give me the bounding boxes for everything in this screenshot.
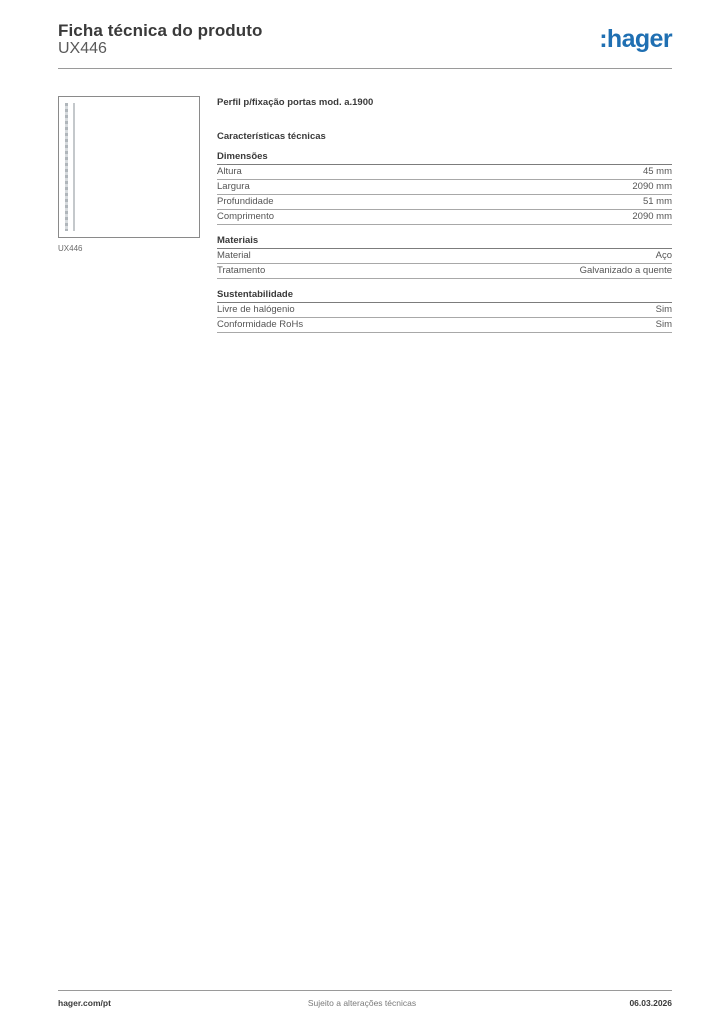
spec-group-dimensions [217, 150, 672, 225]
spec-value: Sim [655, 304, 672, 315]
spec-group-title: Materiais [217, 234, 672, 249]
product-name: Perfil p/fixação portas mod. a.1900 [217, 97, 374, 108]
spec-group-title: Dimensões [217, 150, 672, 165]
spec-group-sustainability [217, 288, 672, 333]
spec-label: Conformidade RoHs [217, 319, 304, 330]
image-caption: UX446 [58, 244, 83, 253]
spec-value: Aço [655, 250, 672, 261]
footer-divider [58, 990, 672, 991]
spec-row [217, 264, 672, 279]
spec-label: Altura [217, 166, 242, 177]
document-title: Ficha técnica do produto [58, 21, 263, 40]
header-divider [58, 68, 672, 69]
spec-value: Sim [655, 319, 672, 330]
spec-label: Comprimento [217, 211, 275, 222]
footer-notice: Sujeito a alterações técnicas [307, 998, 417, 1008]
spec-label: Profundidade [217, 196, 274, 207]
spec-value: 2090 mm [632, 181, 672, 192]
spec-row [217, 249, 672, 264]
spec-label: Livre de halógenio [217, 304, 295, 315]
spec-row [217, 318, 672, 333]
spec-row [217, 165, 672, 180]
spec-label: Material [217, 250, 251, 261]
spec-row [217, 195, 672, 210]
spec-label: Tratamento [217, 265, 266, 276]
specs-heading: Características técnicas [217, 131, 326, 142]
footer-date: 06.03.2026 [629, 998, 672, 1008]
spec-value: 51 mm [642, 196, 672, 207]
spec-row [217, 210, 672, 225]
product-code: UX446 [58, 40, 107, 57]
spec-group-materials [217, 234, 672, 279]
hager-logo: :hager [599, 25, 672, 53]
product-image [58, 96, 200, 238]
spec-content [217, 96, 672, 333]
spec-value: 2090 mm [632, 211, 672, 222]
spec-value: 45 mm [642, 166, 672, 177]
spec-row [217, 180, 672, 195]
rail-profile-graphic [65, 103, 68, 231]
spec-label: Largura [217, 181, 250, 192]
spec-row [217, 303, 672, 318]
spec-group-title: Sustentabilidade [217, 288, 672, 303]
spec-value: Galvanizado a quente [579, 265, 672, 276]
footer-website-link[interactable]: hager.com/pt [58, 998, 111, 1008]
rail-profile-graphic [73, 103, 75, 231]
